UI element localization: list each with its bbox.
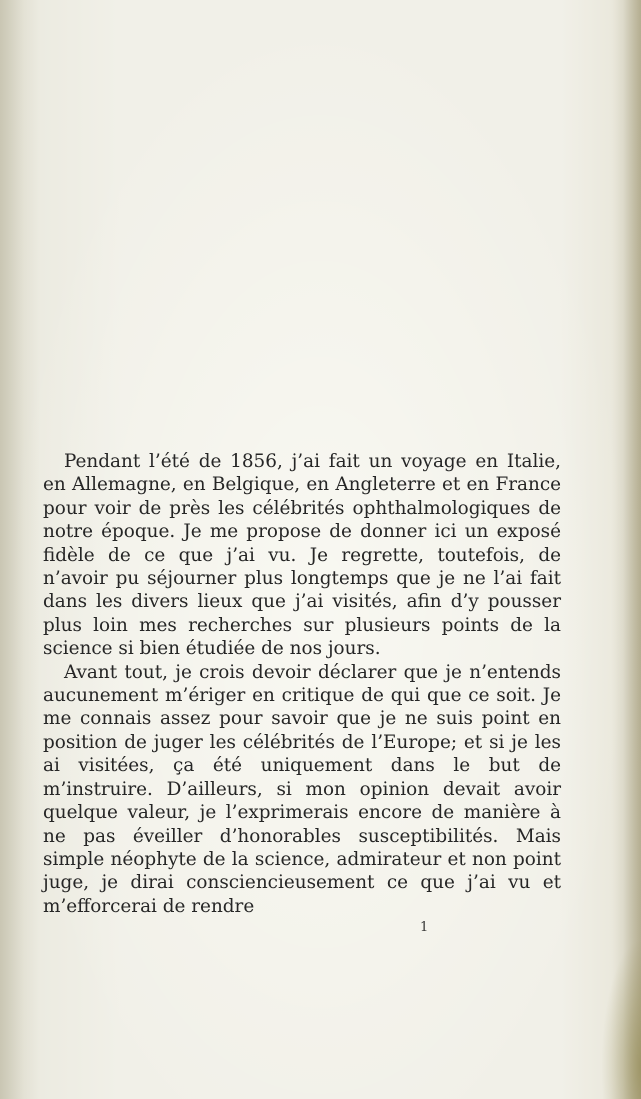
paper-stain xyxy=(601,939,641,1099)
body-text xyxy=(43,450,561,918)
page-number: 1 xyxy=(420,920,429,935)
paragraph-2: Avant tout, je crois devoir déclarer que je n’entends aucunement m’ériger en critique de qui que ce soit. Je me connais assez pour savoir que je ne suis point en position de juger les célébrités de l’Europe; et si je les ai visitées, ça été uniquement dans le but de m’instruire. D’ailleurs, si mon opinion devait avoir quelque valeur, je l’exprimerais encore de manière à ne pas éveiller d’honorables susceptibilités. Mais simple néophyte de la science, admirateur et non point juge, je dirai consciencieusement ce que j’ai vu et m’efforcerai de rendre xyxy=(43,661,561,917)
page-edge-shadow xyxy=(611,0,641,1099)
paragraph-1: Pendant l’été de 1856, j’ai fait un voyage en Italie, en Allemagne, en Belgique, en Angleterre et en France pour voir de près les célébrités ophthalmologiques de notre époque. Je me propose de donner ici un exposé fidèle de ce que j’ai vu. Je regrette, toutefois, de n’avoir pu séjourner plus longtemps que je ne l’ai fait dans les divers lieux que j’ai visités, afin d’y pousser plus loin mes recherches sur plusieurs points de la science si bien étudiée de nos jours. xyxy=(43,451,561,660)
page-gutter-shadow xyxy=(0,0,40,1099)
